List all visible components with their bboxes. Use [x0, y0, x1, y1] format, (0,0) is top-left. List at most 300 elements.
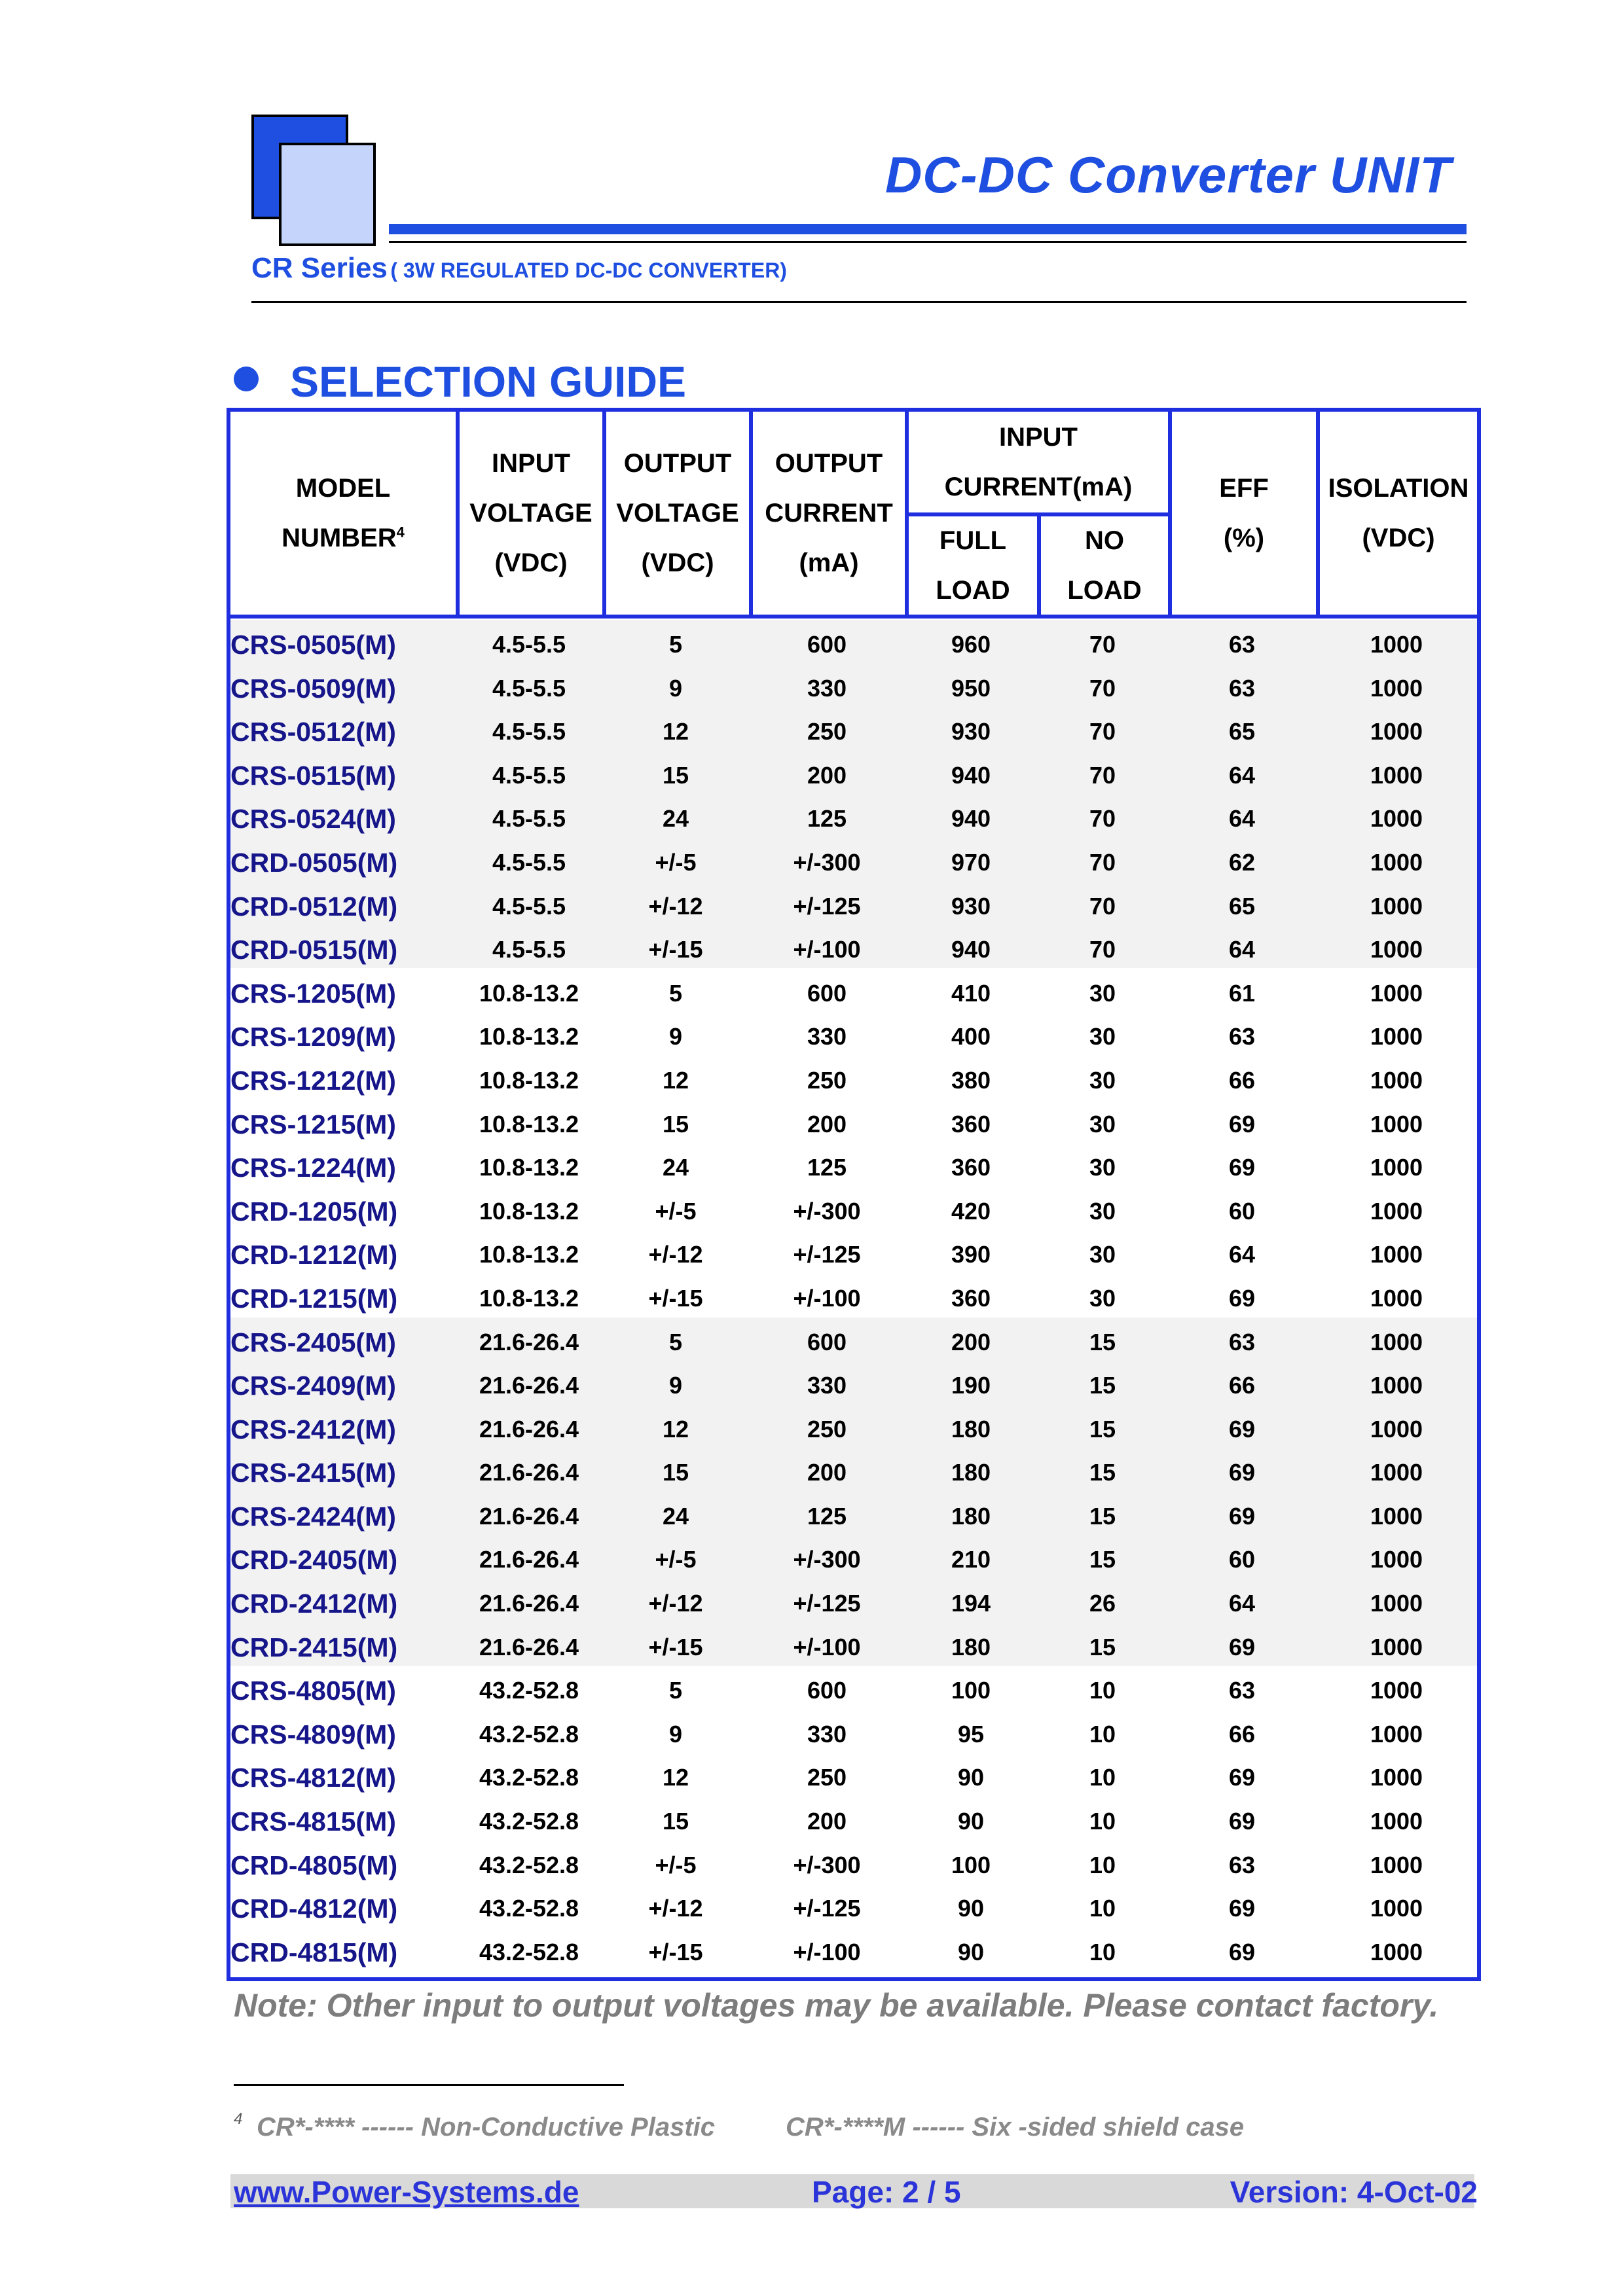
no-load-cell: 15 [1089, 1328, 1116, 1355]
model-cell: CRS-4805(M) [230, 1676, 396, 1706]
efficiency-cell: 69 [1228, 1938, 1256, 1965]
isolation-cell: 1000 [1370, 936, 1423, 963]
table-row [230, 1490, 1477, 1534]
no-load-cell: 30 [1089, 1066, 1116, 1094]
input-voltage-cell: 10.8-13.2 [479, 1154, 579, 1181]
output-current-cell: 600 [807, 1328, 847, 1355]
full-load-cell: 90 [957, 1895, 985, 1922]
efficiency-cell: 69 [1228, 1808, 1256, 1835]
isolation-cell: 1000 [1370, 761, 1423, 789]
full-load-cell: 210 [951, 1546, 991, 1573]
full-load-cell: 360 [951, 1284, 991, 1312]
no-load-cell: 15 [1089, 1415, 1116, 1443]
input-voltage-cell: 43.2-52.8 [479, 1808, 579, 1835]
output-voltage-cell: 24 [662, 1154, 689, 1181]
input-voltage-cell: 21.6-26.4 [479, 1372, 579, 1399]
output-voltage-cell: +/-12 [648, 892, 703, 920]
output-current-cell: +/-300 [793, 1197, 861, 1225]
no-load-cell: 30 [1089, 1023, 1116, 1050]
no-load-cell: 70 [1089, 936, 1116, 963]
efficiency-cell: 69 [1228, 1284, 1256, 1312]
full-load-cell: 950 [951, 674, 991, 702]
header-rule [251, 301, 1467, 303]
table-row [230, 967, 1477, 1011]
full-load-cell: 90 [957, 1938, 985, 1965]
efficiency-cell: 64 [1228, 805, 1256, 833]
output-voltage-cell: 5 [668, 979, 683, 1007]
full-load-cell: 410 [951, 979, 991, 1007]
no-load-cell: 70 [1089, 892, 1116, 920]
no-load-cell: 70 [1089, 631, 1116, 658]
isolation-cell: 1000 [1370, 1415, 1423, 1443]
efficiency-cell: 63 [1228, 674, 1256, 702]
model-cell: CRS-0524(M) [230, 804, 396, 834]
section-heading [234, 357, 686, 406]
output-current-cell: +/-300 [793, 1546, 861, 1573]
isolation-cell: 1000 [1370, 1938, 1423, 1965]
input-voltage-cell: 10.8-13.2 [479, 1066, 579, 1094]
table-row [230, 793, 1477, 836]
output-current-cell: +/-100 [793, 1633, 861, 1660]
output-current-cell: +/-125 [793, 1590, 861, 1617]
table-row [230, 619, 1477, 662]
input-voltage-cell: 4.5-5.5 [492, 848, 566, 876]
output-voltage-cell: 12 [662, 1764, 689, 1791]
isolation-cell: 1000 [1370, 1328, 1423, 1355]
no-load-cell: 70 [1089, 805, 1116, 833]
efficiency-cell: 63 [1228, 1328, 1256, 1355]
input-voltage-cell: 43.2-52.8 [479, 1895, 579, 1922]
no-load-cell: 30 [1089, 1197, 1116, 1225]
model-cell: CRS-0509(M) [230, 673, 396, 704]
efficiency-cell: 64 [1228, 1241, 1256, 1268]
no-load-cell: 10 [1089, 1808, 1116, 1835]
output-current-cell: 250 [807, 718, 847, 745]
isolation-cell: 1000 [1370, 1808, 1423, 1835]
output-current-cell: 125 [807, 1154, 847, 1181]
model-cell: CRD-4815(M) [230, 1937, 398, 1967]
model-cell: CRD-1205(M) [230, 1196, 398, 1227]
full-load-cell: 930 [951, 718, 991, 745]
full-load-cell: 190 [951, 1372, 991, 1399]
table-row [230, 1229, 1477, 1272]
no-load-cell: 15 [1089, 1633, 1116, 1660]
model-cell: CRS-2424(M) [230, 1501, 396, 1532]
input-voltage-cell: 43.2-52.8 [479, 1720, 579, 1748]
table-row [230, 1839, 1477, 1883]
isolation-cell: 1000 [1370, 805, 1423, 833]
model-cell: CRS-4809(M) [230, 1719, 396, 1749]
footnote-mark: 4 [234, 2110, 243, 2128]
model-cell: CRD-2405(M) [230, 1545, 398, 1575]
output-current-cell: 250 [807, 1764, 847, 1791]
input-voltage-cell: 43.2-52.8 [479, 1938, 579, 1965]
header-no-load: NO LOAD [1067, 526, 1142, 605]
output-voltage-cell: 15 [662, 1459, 689, 1486]
input-voltage-cell: 4.5-5.5 [492, 805, 566, 833]
no-load-cell: 70 [1089, 848, 1116, 876]
output-current-cell: 330 [807, 1720, 847, 1748]
full-load-cell: 180 [951, 1502, 991, 1530]
efficiency-cell: 65 [1228, 718, 1256, 745]
section-title: SELECTION GUIDE [290, 357, 687, 406]
full-load-cell: 400 [951, 1023, 991, 1050]
efficiency-cell: 69 [1228, 1895, 1256, 1922]
table-row [230, 662, 1477, 706]
isolation-cell: 1000 [1370, 1677, 1423, 1704]
efficiency-cell: 69 [1228, 1502, 1256, 1530]
header-output-voltage: OUTPUT VOLTAGE (VDC) [616, 449, 739, 577]
output-current-cell: 125 [807, 805, 847, 833]
isolation-cell: 1000 [1370, 1023, 1423, 1050]
full-load-cell: 100 [951, 1677, 991, 1704]
series-line [251, 252, 787, 285]
table-row [230, 1359, 1477, 1403]
input-voltage-cell: 21.6-26.4 [479, 1415, 579, 1443]
header-isolation: ISOLATION (VDC) [1328, 474, 1469, 552]
table-row [230, 1011, 1477, 1054]
input-voltage-cell: 43.2-52.8 [479, 1764, 579, 1791]
isolation-cell: 1000 [1370, 631, 1423, 658]
no-load-cell: 26 [1089, 1590, 1116, 1617]
input-voltage-cell: 10.8-13.2 [479, 1241, 579, 1268]
output-voltage-cell: 15 [662, 1808, 689, 1835]
output-current-cell: 250 [807, 1415, 847, 1443]
output-voltage-cell: 15 [662, 761, 689, 789]
table-row [230, 1098, 1477, 1142]
table-row [230, 1664, 1477, 1708]
efficiency-cell: 69 [1228, 1764, 1256, 1791]
model-cell: CRD-4812(M) [230, 1893, 398, 1924]
model-cell: CRS-0512(M) [230, 717, 396, 747]
output-current-cell: +/-125 [793, 1241, 861, 1268]
output-voltage-cell: 15 [662, 1110, 689, 1138]
table-row [230, 1403, 1477, 1447]
output-voltage-cell: +/-12 [648, 1241, 703, 1268]
isolation-cell: 1000 [1370, 1284, 1423, 1312]
no-load-cell: 10 [1089, 1677, 1116, 1704]
header-divider [749, 412, 753, 615]
no-load-cell: 10 [1089, 1851, 1116, 1878]
output-voltage-cell: +/-15 [648, 936, 703, 963]
isolation-cell: 1000 [1370, 1590, 1423, 1617]
isolation-cell: 1000 [1370, 1851, 1423, 1878]
output-current-cell: 330 [807, 1023, 847, 1050]
full-load-cell: 90 [957, 1764, 985, 1791]
output-current-cell: 200 [807, 761, 847, 789]
table-row [230, 1185, 1477, 1229]
output-voltage-cell: +/-15 [648, 1938, 703, 1965]
table-row [230, 924, 1477, 967]
output-voltage-cell: +/-12 [648, 1895, 703, 1922]
full-load-cell: 420 [951, 1197, 991, 1225]
output-current-cell: +/-125 [793, 892, 861, 920]
output-current-cell: 125 [807, 1502, 847, 1530]
input-voltage-cell: 10.8-13.2 [479, 979, 579, 1007]
no-load-cell: 30 [1089, 1110, 1116, 1138]
efficiency-cell: 69 [1228, 1415, 1256, 1443]
model-cell: CRS-2409(M) [230, 1371, 396, 1401]
input-voltage-cell: 10.8-13.2 [479, 1197, 579, 1225]
output-voltage-cell: 5 [668, 631, 683, 658]
model-cell: CRD-2415(M) [230, 1632, 398, 1662]
no-load-cell: 15 [1089, 1546, 1116, 1573]
table-row [230, 1621, 1477, 1665]
full-load-cell: 360 [951, 1154, 991, 1181]
footnote-plastic: CR*-**** ------ Non-Conductive Plastic [257, 2113, 716, 2142]
efficiency-cell: 69 [1228, 1459, 1256, 1486]
no-load-cell: 10 [1089, 1764, 1116, 1791]
series-name: CR Series [251, 252, 388, 284]
full-load-cell: 180 [951, 1415, 991, 1443]
input-voltage-cell: 10.8-13.2 [479, 1284, 579, 1312]
efficiency-cell: 66 [1228, 1720, 1256, 1748]
efficiency-cell: 62 [1228, 848, 1256, 876]
header-input-current: INPUT CURRENT(mA) [944, 423, 1133, 501]
header-divider [456, 412, 460, 615]
efficiency-cell: 63 [1228, 631, 1256, 658]
no-load-cell: 30 [1089, 1154, 1116, 1181]
isolation-cell: 1000 [1370, 1720, 1423, 1748]
output-current-cell: 330 [807, 1372, 847, 1399]
header-divider [1316, 412, 1320, 615]
output-current-cell: 200 [807, 1808, 847, 1835]
isolation-cell: 1000 [1370, 674, 1423, 702]
model-cell: CRS-4812(M) [230, 1763, 396, 1793]
output-voltage-cell: +/-5 [655, 1546, 697, 1573]
input-voltage-cell: 21.6-26.4 [479, 1590, 579, 1617]
table-row [230, 1446, 1477, 1490]
output-voltage-cell: 5 [668, 1328, 683, 1355]
output-current-cell: +/-125 [793, 1895, 861, 1922]
efficiency-cell: 66 [1228, 1372, 1256, 1399]
model-cell: CRS-0515(M) [230, 760, 396, 791]
full-load-cell: 90 [957, 1808, 985, 1835]
table-row [230, 1751, 1477, 1795]
efficiency-cell: 69 [1228, 1154, 1256, 1181]
no-load-cell: 70 [1089, 674, 1116, 702]
efficiency-cell: 64 [1228, 936, 1256, 963]
output-current-cell: 600 [807, 1677, 847, 1704]
header-divider [1037, 512, 1041, 615]
model-cell: CRD-0505(M) [230, 847, 398, 878]
table-row [230, 1054, 1477, 1098]
table-body [230, 619, 1477, 1969]
model-cell: CRD-4805(M) [230, 1850, 398, 1880]
input-voltage-cell: 10.8-13.2 [479, 1023, 579, 1050]
isolation-cell: 1000 [1370, 979, 1423, 1007]
no-load-cell: 30 [1089, 979, 1116, 1007]
version-label: Version: 4-Oct-02 [1230, 2175, 1478, 2209]
title-underline-rule [389, 241, 1467, 243]
header-model: MODEL NUMBER$^4$ [282, 474, 405, 552]
output-voltage-cell: 24 [662, 1502, 689, 1530]
efficiency-cell: 60 [1228, 1546, 1256, 1573]
model-cell: CRS-2405(M) [230, 1327, 396, 1357]
output-current-cell: +/-100 [793, 936, 861, 963]
full-load-cell: 930 [951, 892, 991, 920]
input-voltage-cell: 21.6-26.4 [479, 1546, 579, 1573]
isolation-cell: 1000 [1370, 1154, 1423, 1181]
input-voltage-cell: 4.5-5.5 [492, 936, 566, 963]
efficiency-cell: 64 [1228, 1590, 1256, 1617]
full-load-cell: 380 [951, 1066, 991, 1094]
input-voltage-cell: 21.6-26.4 [479, 1502, 579, 1530]
model-cell: CRD-2412(M) [230, 1588, 398, 1619]
full-load-cell: 960 [951, 631, 991, 658]
output-voltage-cell: +/-5 [655, 1851, 697, 1878]
output-voltage-cell: 24 [662, 805, 689, 833]
output-current-cell: +/-100 [793, 1938, 861, 1965]
header-input-voltage: INPUT VOLTAGE (VDC) [469, 449, 593, 577]
model-cell: CRS-2415(M) [230, 1458, 396, 1488]
model-cell: CRD-1215(M) [230, 1283, 398, 1314]
table-row [230, 1316, 1477, 1360]
output-voltage-cell: 12 [662, 1066, 689, 1094]
no-load-cell: 30 [1089, 1241, 1116, 1268]
full-load-cell: 200 [951, 1328, 991, 1355]
output-current-cell: +/-100 [793, 1284, 861, 1312]
selection-guide-table [227, 408, 1481, 1981]
output-voltage-cell: 9 [668, 1023, 683, 1050]
output-current-cell: +/-300 [793, 848, 861, 876]
full-load-cell: 390 [951, 1241, 991, 1268]
no-load-cell: 15 [1089, 1502, 1116, 1530]
header-full-load: FULL LOAD [936, 526, 1010, 605]
model-cell: CRS-4815(M) [230, 1806, 396, 1837]
efficiency-cell: 66 [1228, 1066, 1256, 1094]
isolation-cell: 1000 [1370, 1241, 1423, 1268]
isolation-cell: 1000 [1370, 1764, 1423, 1791]
page-number: Page: 2 / 5 [812, 2175, 961, 2209]
full-load-cell: 360 [951, 1110, 991, 1138]
table-row [230, 1882, 1477, 1926]
no-load-cell: 10 [1089, 1938, 1116, 1965]
table-row [230, 1708, 1477, 1752]
input-voltage-cell: 4.5-5.5 [492, 718, 566, 745]
model-cell: CRS-1224(M) [230, 1153, 396, 1183]
efficiency-cell: 63 [1228, 1023, 1256, 1050]
no-load-cell: 15 [1089, 1459, 1116, 1486]
isolation-cell: 1000 [1370, 1895, 1423, 1922]
full-load-cell: 970 [951, 848, 991, 876]
input-voltage-cell: 21.6-26.4 [479, 1633, 579, 1660]
full-load-cell: 940 [951, 936, 991, 963]
table-row [230, 1577, 1477, 1621]
table-row [230, 1926, 1477, 1970]
output-voltage-cell: +/-15 [648, 1284, 703, 1312]
full-load-cell: 194 [951, 1590, 991, 1617]
header-output-current: OUTPUT CURRENT (mA) [765, 449, 893, 577]
website-link[interactable]: www.Power-Systems.de [234, 2175, 579, 2209]
full-load-cell: 95 [957, 1720, 985, 1748]
series-description: ( 3W REGULATED DC-DC CONVERTER) [390, 259, 787, 282]
header-divider [905, 512, 1172, 516]
output-current-cell: 250 [807, 1066, 847, 1094]
full-load-cell: 180 [951, 1633, 991, 1660]
input-voltage-cell: 43.2-52.8 [479, 1851, 579, 1878]
document-title: DC-DC Converter UNIT [884, 146, 1451, 204]
isolation-cell: 1000 [1370, 1066, 1423, 1094]
header-divider [602, 412, 606, 615]
isolation-cell: 1000 [1370, 718, 1423, 745]
input-voltage-cell: 21.6-26.4 [479, 1459, 579, 1486]
output-voltage-cell: 5 [668, 1677, 683, 1704]
model-cell: CRS-0505(M) [230, 630, 396, 660]
output-voltage-cell: +/-5 [655, 848, 697, 876]
no-load-cell: 10 [1089, 1720, 1116, 1748]
model-cell: CRD-1212(M) [230, 1240, 398, 1270]
input-voltage-cell: 4.5-5.5 [492, 892, 566, 920]
isolation-cell: 1000 [1370, 1197, 1423, 1225]
output-voltage-cell: 12 [662, 718, 689, 745]
input-voltage-cell: 10.8-13.2 [479, 1110, 579, 1138]
model-cell: CRS-1215(M) [230, 1109, 396, 1139]
isolation-cell: 1000 [1370, 1372, 1423, 1399]
isolation-cell: 1000 [1370, 1502, 1423, 1530]
output-current-cell: 330 [807, 674, 847, 702]
table-row [230, 1534, 1477, 1577]
footnote-shield: CR*-****M ------ Six -sided shield case [786, 2113, 1245, 2142]
model-cell: CRD-0512(M) [230, 891, 398, 922]
efficiency-cell: 60 [1228, 1197, 1256, 1225]
table-row [230, 706, 1477, 749]
output-current-cell: 200 [807, 1110, 847, 1138]
note-text: Note: Other input to output voltages may be available. Please contact factory. [234, 1987, 1439, 2024]
table-row [230, 1141, 1477, 1185]
title-underline-bar [389, 224, 1467, 234]
output-current-cell: 200 [807, 1459, 847, 1486]
header-efficiency: EFF (%) [1219, 474, 1269, 552]
table-row [230, 1272, 1477, 1316]
full-load-cell: 940 [951, 805, 991, 833]
output-voltage-cell: 9 [668, 674, 683, 702]
isolation-cell: 1000 [1370, 1110, 1423, 1138]
table-row [230, 749, 1477, 793]
output-voltage-cell: 12 [662, 1415, 689, 1443]
input-voltage-cell: 4.5-5.5 [492, 631, 566, 658]
input-voltage-cell: 4.5-5.5 [492, 761, 566, 789]
model-cell: CRS-1212(M) [230, 1065, 396, 1096]
efficiency-cell: 65 [1228, 892, 1256, 920]
efficiency-cell: 64 [1228, 761, 1256, 789]
output-current-cell: 600 [807, 979, 847, 1007]
efficiency-cell: 63 [1228, 1677, 1256, 1704]
efficiency-cell: 63 [1228, 1851, 1256, 1878]
model-cell: CRD-0515(M) [230, 935, 398, 965]
efficiency-cell: 69 [1228, 1633, 1256, 1660]
model-cell: CRS-2412(M) [230, 1414, 396, 1444]
efficiency-cell: 61 [1228, 979, 1256, 1007]
output-voltage-cell: 9 [668, 1372, 683, 1399]
input-voltage-cell: 21.6-26.4 [479, 1328, 579, 1355]
isolation-cell: 1000 [1370, 1546, 1423, 1573]
input-voltage-cell: 4.5-5.5 [492, 674, 566, 702]
isolation-cell: 1000 [1370, 892, 1423, 920]
full-load-cell: 100 [951, 1851, 991, 1878]
footnote-rule [234, 2084, 624, 2086]
output-voltage-cell: +/-12 [648, 1590, 703, 1617]
table-row [230, 1795, 1477, 1839]
model-cell: CRS-1205(M) [230, 978, 396, 1009]
no-load-cell: 70 [1089, 718, 1116, 745]
output-voltage-cell: +/-15 [648, 1633, 703, 1660]
full-load-cell: 180 [951, 1459, 991, 1486]
output-voltage-cell: +/-5 [655, 1197, 697, 1225]
output-current-cell: 600 [807, 631, 847, 658]
output-voltage-cell: 9 [668, 1720, 683, 1748]
no-load-cell: 15 [1089, 1372, 1116, 1399]
